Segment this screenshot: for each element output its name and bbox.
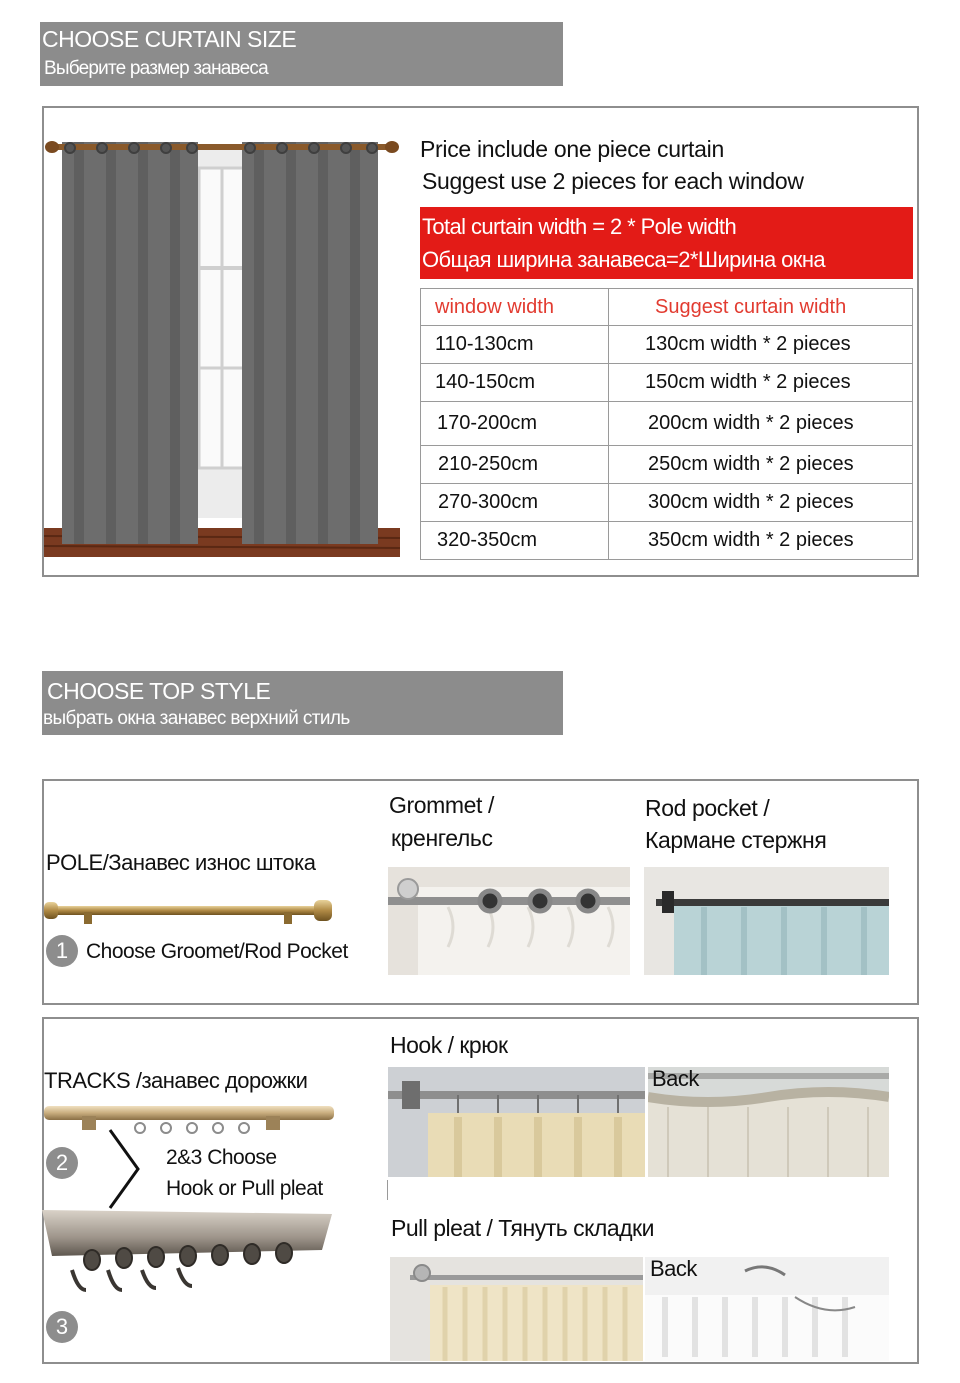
choose-text-line1: 2&3 Choose [166,1146,277,1169]
rod-pocket-label-line2: Кармане стержня [645,827,827,853]
pole-label: POLE/Занавес износ штока [46,850,316,875]
size-section-header [40,22,563,86]
window-width-cell: 140-150cm [421,364,609,402]
formula-en: Total curtain width = 2 * Pole width [422,214,737,239]
size-table-header [421,289,913,326]
tracks-label: TRACKS /занавес дорожки [44,1068,308,1093]
table-row [421,446,913,484]
pull-pleat-label: Pull pleat / Тянуть складки [391,1215,654,1241]
window-width-cell: 210-250cm [421,446,609,484]
rod-pocket-label-line1: Rod pocket / [645,795,770,821]
window-width-cell: 110-130cm [421,326,609,364]
hook-back-label: Back [652,1066,699,1091]
curtain-width-cell: 350cm width * 2 pieces [609,522,913,560]
header-window-width: window width [421,289,609,326]
table-row [421,522,913,560]
track-rail-image [42,1210,332,1302]
grommet-photo [388,867,630,975]
style-title-ru: выбрать окна занавес верхний стиль [43,708,350,729]
window-width-cell: 270-300cm [421,484,609,522]
curtain-width-cell: 250cm width * 2 pieces [609,446,913,484]
style-title-en: CHOOSE TOP STYLE [47,678,271,704]
curtain-width-cell: 150cm width * 2 pieces [609,364,913,402]
step-2-badge: 2 [46,1147,78,1179]
pull-pleat-back-label: Back [650,1256,697,1281]
choose-text-line2: Hook or Pull pleat [166,1177,323,1200]
window-width-cell: 320-350cm [421,522,609,560]
table-row [421,484,913,522]
size-title-ru: Выберите размер занавеса [44,58,268,79]
bracket-arrow-icon [104,1126,144,1212]
formula-banner [420,207,913,279]
step-3-badge: 3 [46,1311,78,1343]
curtain-width-cell: 300cm width * 2 pieces [609,484,913,522]
style-section-header [42,671,563,735]
hook-photo [388,1067,645,1177]
curtain-product-image [44,128,400,557]
hook-label: Hook / крюк [390,1032,508,1058]
step-1-badge: 1 [46,935,78,967]
tracks-divider [387,1180,388,1200]
pole-rod-image [44,898,334,926]
curtain-width-cell: 130cm width * 2 pieces [609,326,913,364]
table-row [421,364,913,402]
grommet-label-line2: кренгельс [391,825,493,851]
size-title-en: CHOOSE CURTAIN SIZE [42,26,297,52]
rod-pocket-photo [644,867,889,975]
window-width-cell: 170-200cm [421,402,609,446]
curtain-width-cell: 200cm width * 2 pieces [609,402,913,446]
suggest-note: Suggest use 2 pieces for each window [422,168,804,194]
grommet-label-line1: Grommet / [389,792,495,818]
price-note: Price include one piece curtain [420,136,724,162]
step-1-text: Choose Groomet/Rod Pocket [86,940,348,963]
table-row [421,326,913,364]
track-rod-image [44,1104,334,1140]
size-table [420,288,913,560]
table-row [421,402,913,446]
formula-ru: Общая ширина занавеса=2*Ширина окна [422,247,826,272]
header-suggest-width: Suggest curtain width [609,289,913,326]
pull-pleat-photo [390,1257,643,1361]
